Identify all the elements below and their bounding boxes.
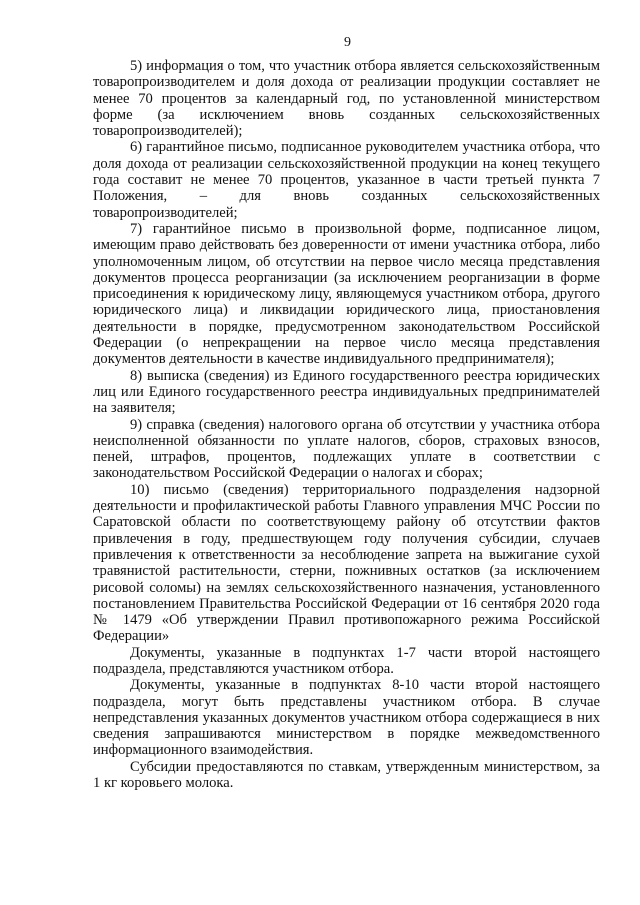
paragraph-item-9: 9) справка (сведения) налогового органа об отсутствии у участника отбора неисполненной обязанности по уплате налогов, сборов, страховых взносов, пеней, штрафов, процентов, подлежащих уплате в соответствии с законодательством Российской Федерации о налогах и сборах; <box>93 416 600 482</box>
paragraph-item-6: 6) гарантийное письмо, подписанное руководителем участника отбора, что доля дохода от реализации сельскохозяйственной продукции на конец текущего года составит не менее 70 процентов, указанное в части третьей пункта 7 Положения, – для вновь созданных сельскохозяйственных товаропроизводителей; <box>93 139 600 221</box>
paragraph-item-5: 5) информация о том, что участник отбора является сельскохозяйственным товаропроизводителем и доля дохода от реализации продукции составляет не менее 70 процентов за календарный год, по установленной министерством форме (за исключением вновь созданных сельскохозяйственных товаропроизводителей); <box>93 58 600 140</box>
page-number: 9 <box>344 35 351 50</box>
paragraph-item-7: 7) гарантийное письмо в произвольной форме, подписанное лицом, имеющим право действовать без доверенности от имени участника отбора, либо уполномоченным лицом, об отсутствии на первое число месяца представления документов процесса реорганизации (за исключением реорганизации в форме присоединения к юридическому лицу, являющемуся участником отбора, другого юридического лица) и ликвидации юридического лица, приостановления деятельности в порядке, предусмотренном законодательством Российской Федерации (о непрекращении на первое число месяца представления документов деятельности в качестве индивидуального предпринимателя); <box>93 220 600 368</box>
paragraph-documents-optional: Документы, указанные в подпунктах 8-10 части второй настоящего подраздела, могут быть представлены участником отбора. В случае непредставления указанных документов участником отбора содержащиеся в них сведения запрашиваются министерством в порядке межведомственного информационного взаимодействия. <box>93 677 600 759</box>
paragraph-subsidy-rates: Субсидии предоставляются по ставкам, утвержденным министерством, за 1 кг коровьего молока. <box>93 758 600 792</box>
paragraph-item-10: 10) письмо (сведения) территориального подразделения надзорной деятельности и профилактической работы Главного управления МЧС России по Саратовской области по соответствующему району об отсутствии фактов привлечения в году, предшествующем году получения субсидии, случаев привлечения к ответственности за несоблюдение запрета на выжигание сухой травянистой растительности, стерни, пожнивных остатков (за исключением рисовой соломы) на землях сельскохозяйственного назначения, установленного постановлением Правительства Российской Федерации от 16 сентября 2020 года № 1479 «Об утверждении Правил противопожарного режима Российской Федерации» <box>93 481 600 645</box>
paragraph-documents-required: Документы, указанные в подпунктах 1-7 части второй настоящего подраздела, представляются участником отбора. <box>93 644 600 677</box>
paragraph-item-8: 8) выписка (сведения) из Единого государственного реестра юридических лиц или Единого государственного реестра индивидуальных предпринимателей на заявителя; <box>93 367 600 417</box>
